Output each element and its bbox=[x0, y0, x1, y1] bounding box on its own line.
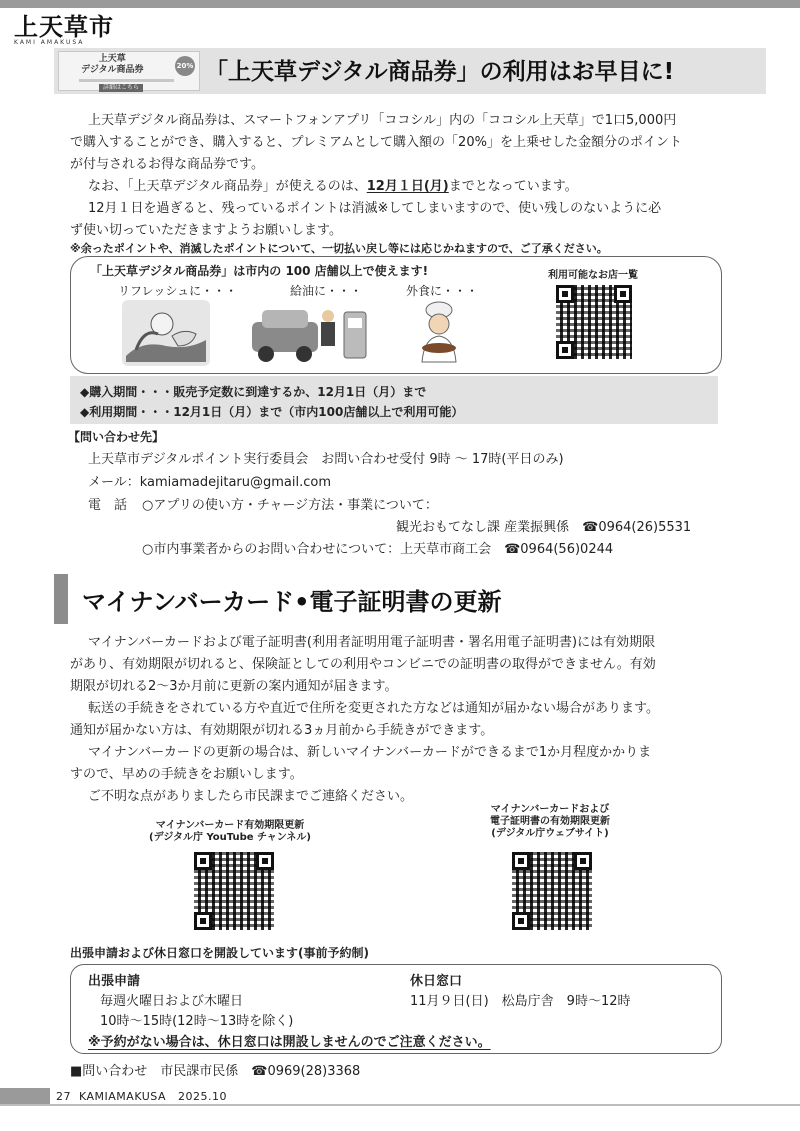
s1-line bbox=[88, 176, 578, 198]
end-date: 12月１日(月) bbox=[366, 179, 449, 194]
bottom-rule bbox=[0, 1104, 800, 1106]
store-qr-label: 利用可能なお店一覧 bbox=[548, 270, 638, 281]
massage-illustration-icon bbox=[122, 300, 210, 366]
top-bar bbox=[0, 0, 800, 8]
s1-line: 12月１日を過ぎると、残っているポイントは消滅※してしまいますので、使い残しのないように必 bbox=[88, 201, 662, 216]
section1-title: 「上天草デジタル商品券」の利用はお早目に! bbox=[205, 59, 675, 85]
s1-p2-pre: なお、「上天草デジタル商品券」が使えるのは、 bbox=[88, 179, 367, 194]
magazine-name: KAMIAMAKUSA bbox=[79, 1090, 167, 1103]
s2-line: すので、早めの手続きをお願いします。 bbox=[70, 767, 303, 782]
section2-marker bbox=[54, 574, 68, 624]
trip-hours: 10時～15時(12時～13時を除く) bbox=[100, 1014, 294, 1029]
logo-text: 上天草市 bbox=[14, 12, 114, 41]
caption-refresh: リフレッシュに・・・ bbox=[118, 284, 238, 298]
contact-tel-label: 電 話 bbox=[88, 498, 128, 513]
contact-email: メール：kamiamadejitaru@gmail.com bbox=[88, 475, 332, 490]
city-logo bbox=[14, 14, 114, 48]
s1-line: が付与されるお得な商品券です。 bbox=[70, 157, 264, 172]
purchase-period: ◆購入期間・・・販売予定数に到達するか、12月1日（月）まで bbox=[80, 385, 427, 399]
refund-note: ※余ったポイントや、消滅したポイントについて、一切払い戻し等には応じかねますので、ご了承ください。 bbox=[70, 242, 608, 255]
s1-p2-post: までとなっています。 bbox=[448, 179, 578, 194]
voucher-fine-print bbox=[79, 79, 174, 82]
s2-line: があり、有効期限が切れると、保険証としての利用やコンビニでの証明書の取得ができません。有効 bbox=[70, 657, 656, 672]
chef-illustration-icon bbox=[410, 300, 468, 366]
contact-tel-merchants: ○市内事業者からのお問い合わせについて：上天草市商工会 ☎0964(56)0244 bbox=[142, 542, 614, 557]
issue-date: 2025.10 bbox=[178, 1090, 228, 1103]
qr2-caption-line: (デジタル庁ウェブサイト) bbox=[491, 828, 609, 839]
s1-line: ず使い切っていただきますようお願いします。 bbox=[70, 223, 342, 238]
page-number: 27 bbox=[56, 1090, 71, 1103]
s2-line: 通知が届かない方は、有効期限が切れる3ヵ月前から手続きができます。 bbox=[70, 723, 494, 738]
caption-fuel: 給油に・・・ bbox=[290, 284, 363, 298]
contact-tel-dept: 観光おもてなし課 産業振興係 ☎0964(26)5531 bbox=[396, 520, 692, 535]
section2-title: マイナンバーカード•電子証明書の更新 bbox=[82, 588, 502, 616]
usage-period: ◆利用期間・・・12月1日（月）まで（市内100店舗以上で利用可能） bbox=[80, 405, 464, 419]
s2-line: 転送の手続きをされている方や直近で住所を変更された方などは通知が届かない場合があります。 bbox=[88, 701, 659, 716]
voucher-badge: 20% bbox=[175, 56, 195, 76]
s1-line: 上天草デジタル商品券は、スマートフォンアプリ「ココシル」内の「ココシル上天草」で1口5,000円 bbox=[88, 113, 677, 128]
s2-line: マイナンバーカードおよび電子証明書(利用者証明用電子証明書・署名用電子証明書)には有効期限 bbox=[88, 635, 656, 650]
logo-subtext: KAMI AMAKUSA bbox=[14, 39, 85, 46]
qr2-caption bbox=[450, 804, 650, 840]
section3-contact: ■問い合わせ 市民課市民係 ☎0969(28)3368 bbox=[70, 1064, 361, 1079]
footer-bar bbox=[0, 1088, 50, 1104]
voucher-button: 詳細はこちら bbox=[99, 84, 143, 92]
s2-line: 期限が切れる2～3か月前に更新の案内通知が届きます。 bbox=[70, 679, 398, 694]
trip-label: 出張申請 bbox=[88, 974, 141, 989]
footer bbox=[56, 1090, 227, 1103]
store-box-title: 「上天草デジタル商品券」は市内の 100 店舗以上で使えます! bbox=[90, 264, 429, 278]
voucher-title: 上天草 デジタル商品券 bbox=[81, 54, 144, 75]
caption-dining: 外食に・・・ bbox=[406, 284, 479, 298]
s2-line: ご不明な点がありましたら市民課までご連絡ください。 bbox=[88, 789, 414, 804]
gas-station-illustration-icon bbox=[248, 300, 378, 366]
holiday-info: 11月９日(日) 松島庁舎 9時～12時 bbox=[410, 994, 631, 1009]
contact-heading: 【問い合わせ先】 bbox=[68, 430, 165, 444]
youtube-qr-code[interactable] bbox=[194, 852, 274, 930]
contact-committee: 上天草市デジタルポイント実行委員会 お問い合わせ受付 9時 ～ 17時(平日のみ) bbox=[88, 452, 564, 467]
section3-heading: 出張申請および休日窓口を開設しています(事前予約制) bbox=[70, 946, 369, 960]
qr1-caption-line: (デジタル庁 YouTube チャンネル) bbox=[149, 832, 311, 843]
holiday-label: 休日窓口 bbox=[410, 974, 463, 989]
voucher-banner bbox=[58, 51, 200, 91]
qr2-caption-line: 電子証明書の有効期限更新 bbox=[490, 816, 610, 827]
qr2-caption-line: マイナンバーカードおよび bbox=[490, 804, 610, 815]
reservation-warning: ※予約がない場合は、休日窓口は開設しませんのでご注意ください。 bbox=[88, 1035, 491, 1050]
qr1-caption-line: マイナンバーカード有効期限更新 bbox=[155, 820, 305, 831]
qr1-caption bbox=[130, 820, 330, 844]
website-qr-code[interactable] bbox=[512, 852, 592, 930]
s2-line: マイナンバーカードの更新の場合は、新しいマイナンバーカードができるまで1か月程度かかりま bbox=[88, 745, 652, 760]
store-list-qr-code[interactable] bbox=[556, 285, 632, 359]
s1-line: で購入することができ、購入すると、プレミアムとして購入額の「20%」を上乗せした金額分のポイント bbox=[70, 135, 682, 150]
contact-tel-app: ○アプリの使い方・チャージ方法・事業について： bbox=[142, 498, 438, 513]
trip-days: 毎週火曜日および木曜日 bbox=[100, 994, 244, 1009]
